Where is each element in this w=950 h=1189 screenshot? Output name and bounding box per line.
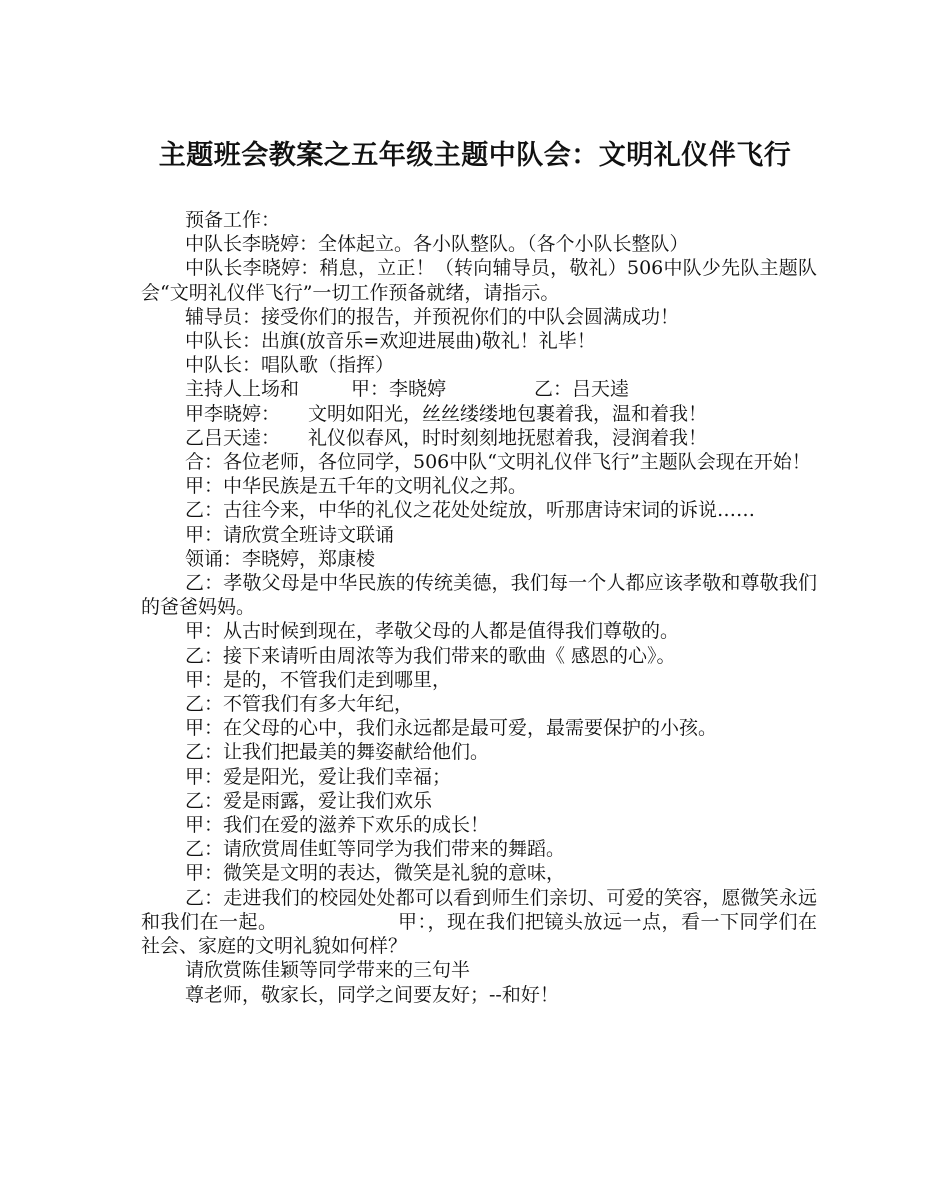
paragraph: 甲：从古时候到现在，孝敬父母的人都是值得我们尊敬的。 bbox=[185, 620, 680, 643]
speaker-label: 甲李晓婷： bbox=[185, 402, 281, 425]
paragraph: 甲：我们在爱的滋养下欢乐的成长！ bbox=[185, 814, 490, 837]
paragraph: 甲：在父母的心中，我们永远都是最可爱，最需要保护的小孩。 bbox=[185, 717, 718, 740]
paragraph: 甲：爱是阳光，爱让我们幸福； bbox=[185, 765, 452, 788]
paragraph: 领诵：李晓婷，郑康棱 bbox=[185, 547, 376, 570]
combined-paragraph bbox=[141, 886, 817, 959]
jia-line-text: 甲：，现在我们把镜头放远一点，看一下同学们在社会、家庭的文明礼貌如何样？ bbox=[141, 910, 817, 958]
paragraph: 辅导员：接受你们的报告，并预祝你们的中队会圆满成功！ bbox=[185, 305, 680, 328]
paragraph: 甲：中华民族是五千年的文明礼仪之邦。 bbox=[185, 475, 528, 498]
paragraph: 中队长：出旗(放音乐=欢迎进展曲)敬礼！礼毕！ bbox=[185, 330, 596, 353]
host-intro-text: 主持人上场和 bbox=[185, 378, 300, 401]
host-jia-text: 甲：李晓婷 bbox=[351, 378, 447, 401]
host-yi-text: 乙：吕天逵 bbox=[534, 378, 630, 401]
document-title: 主题班会教案之五年级主题中队会：文明礼仪伴飞行 bbox=[158, 140, 792, 171]
speaker-label: 乙吕天逵： bbox=[185, 426, 281, 449]
dialogue-text: 礼仪似春风，时时刻刻地抚慰着我，浸润着我！ bbox=[308, 426, 708, 449]
paragraph: 乙：爱是雨露，爱让我们欢乐 bbox=[185, 789, 433, 812]
dialogue-line bbox=[141, 402, 817, 426]
dialogue-line bbox=[141, 426, 817, 450]
paragraph: 乙：请欣赏周佳虹等同学为我们带来的舞蹈。 bbox=[185, 838, 566, 861]
paragraph: 乙：接下来请听由周浓等为我们带来的歌曲《 感恩的心》。 bbox=[185, 644, 676, 667]
paragraph: 甲：是的，不管我们走到哪里， bbox=[185, 668, 452, 691]
paragraph: 预备工作： bbox=[185, 209, 281, 231]
paragraph: 合：各位老师，各位同学，506中队“文明礼仪伴飞行”主题队会现在开始！ bbox=[185, 451, 811, 474]
host-intro-line bbox=[141, 377, 817, 401]
paragraph: 请欣赏陈佳颖等同学带来的三句半 bbox=[185, 959, 471, 982]
paragraph: 乙：古往今来，中华的礼仪之花处处绽放，听那唐诗宋词的诉说…… bbox=[185, 499, 756, 522]
paragraph: 中队长李晓婷：稍息，立正！（转向辅导员，敬礼）506中队少先队主题队会“文明礼仪伴飞行”一切工作预备就绪，请指示。 bbox=[141, 257, 817, 304]
paragraph: 乙：不管我们有多大年纪， bbox=[185, 693, 414, 716]
paragraph: 中队长李晓婷：全体起立。各小队整队。（各个小队长整队） bbox=[185, 233, 689, 256]
paragraph: 乙：孝敬父母是中华民族的传统美德，我们每一个人都应该孝敬和尊敬我们的爸爸妈妈。 bbox=[141, 572, 817, 619]
paragraph: 尊老师，敬家长，同学之间要友好；--和好！ bbox=[185, 983, 559, 1006]
document-body bbox=[141, 208, 817, 1007]
paragraph: 中队长：唱队歌（指挥） bbox=[185, 354, 395, 377]
dialogue-text: 文明如阳光，丝丝缕缕地包裹着我，温和着我！ bbox=[308, 402, 708, 425]
paragraph: 乙：让我们把最美的舞姿献给他们。 bbox=[185, 741, 490, 764]
paragraph: 甲：请欣赏全班诗文联诵 bbox=[185, 523, 395, 546]
paragraph: 甲：微笑是文明的表达，微笑是礼貌的意味， bbox=[185, 862, 566, 885]
yi-line-text: 乙：走进我们的校园处处都可以看到师生们亲切、可爱的笑容，愿微笑永远和我们在一起。 bbox=[141, 886, 817, 933]
